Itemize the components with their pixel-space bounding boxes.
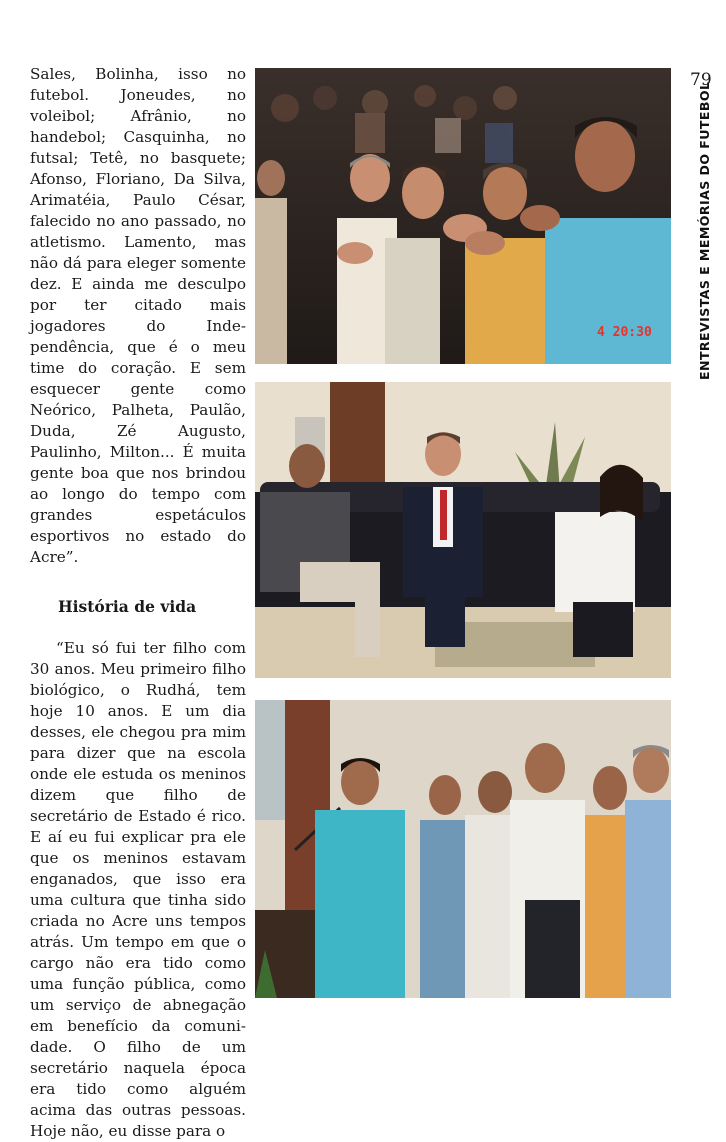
photo-group-ceremony [255, 700, 671, 998]
running-title: ENTREVISTAS E MEMÓRIAS DO FUTEBOL [697, 81, 712, 380]
photo-group-ceremony-image [255, 700, 671, 998]
photo-timestamp: 4 20:30 [597, 325, 652, 340]
page-number: 79 [690, 70, 712, 90]
photo-office-meeting-image [255, 382, 671, 678]
body-paragraph: “Eu só fui ter filho com 30 anos. Meu primeiro filho biológico, o Rudhá, tem hoje 10 anos. E um dia desses, ele chegou pra mim para dizer que na escola onde ele estuda os meninos dizem que filho de secretário de Estado é rico. E aí eu fui explicar pra ele que os meninos estavam enganados, que isso era uma cultura que tinha sido criada no Acre uns tempos atrás. Um tempo em que o cargo não era tido como uma função pública, como um serviço de abnegação em benefício da comunidade. O filho de um secretário naquela época era tido como alguém acima das outras pessoas. Hoje não, eu disse para o [30, 639, 246, 1140]
body-paragraph: Sales, Bolinha, isso no futebol. Joneudes, no voleibol; Afrânio, no handebol; Casquinha, no futsal; Tetê, no basquete; Afonso, Floriano, Da Silva, Arimatéia, Paulo César, falecido no ano passado, no atletismo. Lamento, mas não dá para eleger somente dez. E ainda me desculpo por ter citado mais jogadores do Independência, que é o meu time do coração. E sem esquecer gente como Neórico, Palheta, Paulão, Duda, Zé Augusto, Paulinho, Milton... É muita gente boa que nos brindou ao longo do tempo com grandes espetáculos esportivos no estado do Acre”. [30, 65, 246, 566]
article-text-column [30, 64, 246, 1142]
photo-office-meeting [255, 382, 671, 678]
photo-applauding-crowd-image [255, 68, 671, 364]
photo-applauding-crowd [255, 68, 671, 364]
section-heading: História de vida [58, 597, 197, 616]
